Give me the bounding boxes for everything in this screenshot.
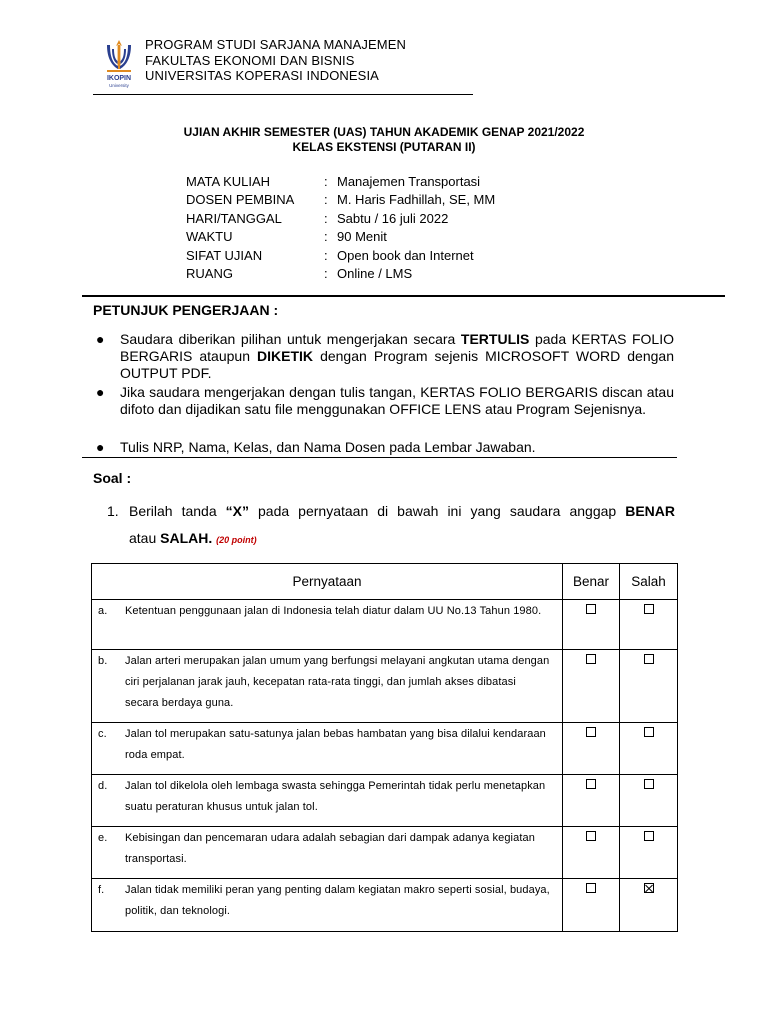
institution-line-2: FAKULTAS EKONOMI DAN BISNIS	[145, 52, 355, 68]
benar-cell	[563, 650, 620, 723]
statement-letter: f.	[98, 884, 105, 896]
info-value: Open book dan Internet	[337, 247, 474, 263]
instruction-text: dengan Program sejenis MICROSOFT WORD dengan OUTPUT PDF.	[120, 348, 674, 381]
info-row-lecturer	[186, 191, 495, 210]
instruction-emphasis: DIKETIK	[257, 348, 314, 364]
info-value: M. Haris Fadhillah, SE, MM	[337, 192, 496, 208]
statement-text: Kebisingan dan pencemaran udara adalah sebagian dari dampak adanya kegiatan transportasi.	[125, 832, 535, 865]
bullet-icon: ●	[96, 439, 105, 455]
question-mark-symbol: “X”	[225, 503, 249, 519]
logo-text: IKOPIN	[106, 75, 132, 82]
benar-cell	[563, 600, 620, 650]
info-key: HARI/TANGGAL	[186, 210, 282, 226]
benar-cell	[563, 723, 620, 775]
institution-line-1: PROGRAM STUDI SARJANA MANAJEMEN	[145, 37, 406, 52]
instruction-text: Saudara diberikan pilihan untuk mengerjakan secara	[120, 331, 461, 347]
info-row-date	[186, 209, 495, 228]
salah-cell	[620, 775, 678, 827]
false-checkbox[interactable]	[644, 654, 654, 664]
info-row-room	[186, 265, 495, 284]
questions-heading: Soal :	[93, 470, 132, 486]
info-key: MATA KULIAH	[186, 173, 271, 189]
true-checkbox[interactable]	[586, 779, 596, 789]
false-checkbox[interactable]	[644, 779, 654, 789]
salah-cell	[620, 723, 678, 775]
table-row	[92, 650, 678, 723]
info-key: WAKTU	[186, 229, 233, 245]
statement-cell	[92, 775, 563, 827]
exam-info	[186, 172, 495, 283]
statement-cell	[92, 879, 563, 932]
salah-cell	[620, 827, 678, 879]
statement-cell	[92, 650, 563, 723]
statement-text: Jalan tidak memiliki peran yang penting dalam kegiatan makro seperti sosial, budaya, politik, dan teknologi.	[125, 884, 550, 917]
info-colon: :	[324, 229, 328, 245]
bullet-icon: ●	[96, 384, 105, 400]
question-false-word: SALAH.	[160, 530, 213, 546]
true-checkbox[interactable]	[586, 883, 596, 893]
salah-cell	[620, 600, 678, 650]
benar-cell	[563, 775, 620, 827]
statement-letter: a.	[98, 605, 108, 617]
section-divider	[82, 295, 725, 297]
statement-cell	[92, 723, 563, 775]
question-number: 1.	[107, 503, 119, 519]
statement-letter: c.	[98, 728, 107, 740]
false-checkbox[interactable]	[644, 727, 654, 737]
instructions-heading: PETUNJUK PENGERJAAN :	[93, 302, 279, 318]
table-header-row	[92, 564, 678, 600]
info-key: SIFAT UJIAN	[186, 247, 263, 263]
institution-line-3: UNIVERSITAS KOPERASI INDONESIA	[145, 68, 379, 83]
statement-letter: d.	[98, 780, 108, 792]
instruction-text: Jika saudara mengerjakan dengan tulis tangan, KERTAS FOLIO BERGARIS discan atau difoto dan dijadikan satu file menggunakan OFFICE LENS atau Program Sejenisnya.	[120, 384, 674, 417]
true-checkbox[interactable]	[586, 727, 596, 737]
true-checkbox[interactable]	[586, 831, 596, 841]
bullet-icon: ●	[96, 331, 105, 347]
false-checkbox[interactable]	[644, 883, 654, 893]
question-true-word: BENAR	[625, 503, 675, 519]
instruction-text: pada KERTAS FOLIO BERGARIS ataupun	[120, 331, 674, 364]
header-true: Benar	[563, 564, 620, 600]
instruction-item-3	[96, 439, 674, 456]
ikopin-logo	[104, 37, 134, 89]
true-checkbox[interactable]	[586, 654, 596, 664]
benar-cell	[563, 879, 620, 932]
institution-block	[145, 37, 406, 84]
statement-text: Ketentuan penggunaan jalan di Indonesia telah diatur dalam UU No.13 Tahun 1980.	[125, 605, 542, 617]
instruction-emphasis: TERTULIS	[460, 331, 530, 347]
statement-cell	[92, 827, 563, 879]
info-colon: :	[324, 210, 328, 226]
statement-text: Jalan tol dikelola oleh lembaga swasta sehingga Pemerintah tidak perlu menetapkan suatu peraturan khusus untuk jalan tol.	[125, 780, 546, 813]
false-checkbox[interactable]	[644, 831, 654, 841]
info-value: 90 Menit	[337, 229, 387, 245]
table-row	[92, 775, 678, 827]
statement-table	[91, 563, 678, 932]
info-value: Sabtu / 16 juli 2022	[337, 210, 449, 226]
header-statement: Pernyataan	[92, 564, 563, 600]
table-row	[92, 879, 678, 932]
question-points: (20 point)	[216, 535, 257, 545]
statement-letter: e.	[98, 832, 108, 844]
salah-cell	[620, 879, 678, 932]
info-row-nature	[186, 246, 495, 265]
true-checkbox[interactable]	[586, 604, 596, 614]
info-key: DOSEN PEMBINA	[186, 192, 295, 208]
table-row	[92, 600, 678, 650]
statement-cell	[92, 600, 563, 650]
header-divider	[93, 94, 473, 95]
instructions-divider	[82, 457, 677, 458]
logo-subtext: University	[109, 83, 129, 88]
info-row-time	[186, 228, 495, 247]
info-colon: :	[324, 192, 328, 208]
info-colon: :	[324, 173, 328, 189]
instruction-text: Tulis NRP, Nama, Kelas, dan Nama Dosen pada Lembar Jawaban.	[120, 439, 536, 455]
info-row-course	[186, 172, 495, 191]
info-colon: :	[324, 247, 328, 263]
question-text: pada pernyataan di bawah ini yang saudara anggap	[249, 503, 626, 519]
false-checkbox[interactable]	[644, 604, 654, 614]
question-text: atau	[129, 530, 161, 546]
table-row	[92, 827, 678, 879]
header-false: Salah	[620, 564, 678, 600]
salah-cell	[620, 650, 678, 723]
statement-letter: b.	[98, 655, 108, 667]
info-value: Online / LMS	[337, 266, 413, 282]
instruction-item-2	[96, 384, 674, 418]
info-key: RUANG	[186, 266, 233, 282]
info-colon: :	[324, 266, 328, 282]
question-text: Berilah tanda	[129, 503, 226, 519]
statement-text: Jalan arteri merupakan jalan umum yang berfungsi melayani angkutan utama dengan ciri perjalanan jarak jauh, kecepatan rata-rata tinggi, dan jumlah akses dibatasi secara berdaya guna.	[125, 655, 550, 709]
exam-title: UJIAN AKHIR SEMESTER (UAS) TAHUN AKADEMIK GENAP 2021/2022	[183, 125, 585, 139]
benar-cell	[563, 827, 620, 879]
table-row	[92, 723, 678, 775]
instruction-item-1	[96, 331, 674, 382]
statement-text: Jalan tol merupakan satu-satunya jalan bebas hambatan yang bisa dilalui kendaraan roda empat.	[125, 728, 546, 761]
exam-subtitle: KELAS EKSTENSI (PUTARAN II)	[292, 140, 476, 154]
info-value: Manajemen Transportasi	[337, 173, 481, 189]
